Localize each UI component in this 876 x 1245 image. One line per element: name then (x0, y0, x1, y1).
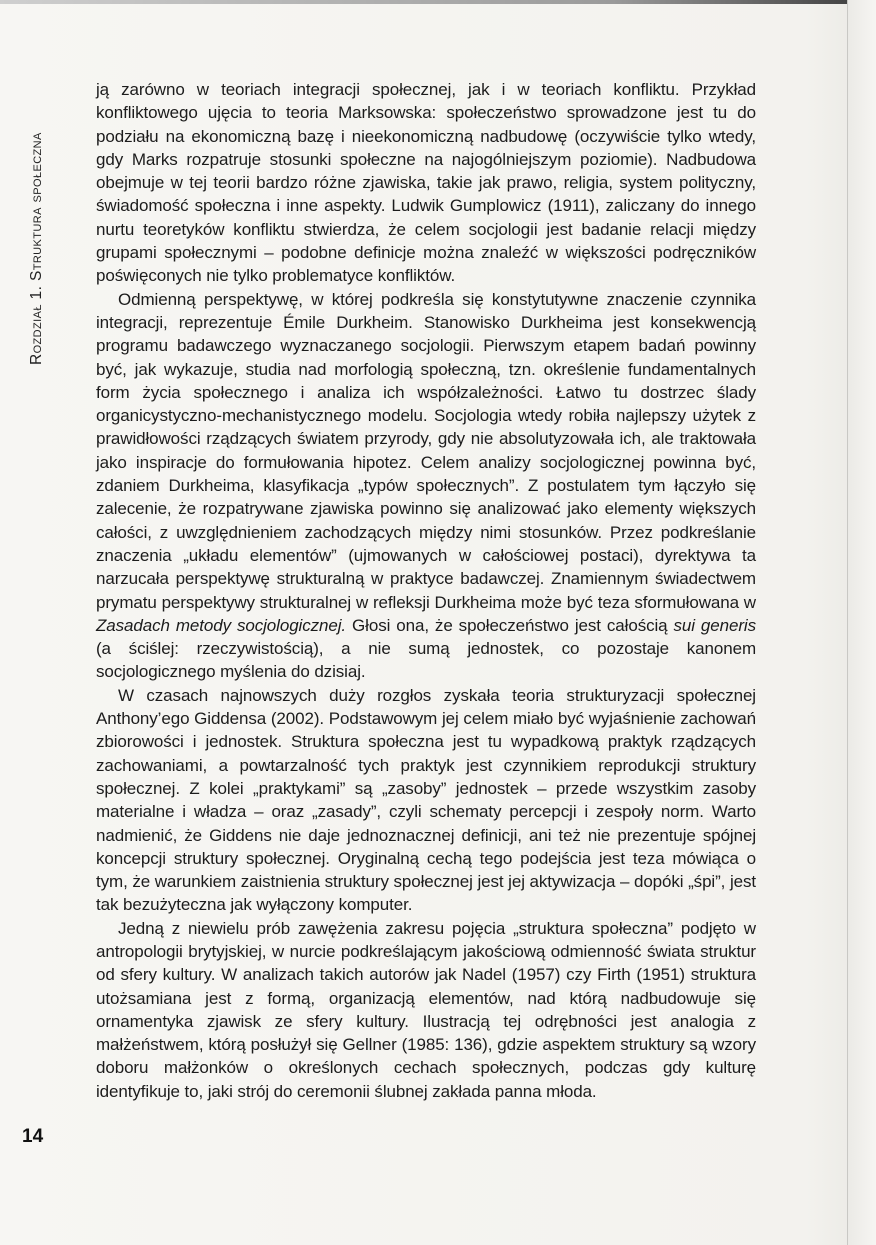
paragraph-text: W czasach najnowszych duży rozgłos zyskała teoria strukturyzacji społecznej Anthony’ego Giddensa (2002). Podstawowym jej celem miało być wyjaśnienie zachowań zbiorowości i jednostek. Struktura społeczna jest tu wypadkową praktyk rządzących zachowaniami, a powtarzalność tych praktyk jest czynnikiem reprodukcji struktury społecznej. Z kolei „praktykami” są „zasoby” jednostek – przede wszystkim zasoby materialne i władza – oraz „zasady”, czyli schematy percepcji i zespoły norm. Warto nadmienić, że Giddens nie daje jednoznacznej definicji, ani też nie prezentuje spójnej koncepcji struktury społecznej. Oryginalną cechą tego podejścia jest teza mówiąca o tym, że warunkiem zaistnienia struktury społecznej jest jej aktywizacja – dopóki „śpi”, jest tak bezużyteczna jak wyłączony komputer. (96, 685, 756, 915)
paragraph-text: Odmienną perspektywę, w której podkreśla się konstytutywne znaczenie czynnika integracji, reprezentuje Émile Durkheim. Stanowisko Durkheima jest konsekwencją programu badawczego wyznaczanego socjologii. Pierwszym etapem badań powinny być, jak wykazuje, studia nad morfologią społeczną, tzn. określenie fundamentalnych form życia społecznego i analiza ich współzależności. Łatwo tu dostrzec ślady organicystyczno-mechanistycznego modelu. Socjologia wtedy robiła najlepszy użytek z prawidłowości rządzących światem przyrody, gdy nie absolutyzowała ich, ale traktowała jako inspiracje do formułowania hipotez. Celem analizy socjologicznej powinna być, zdaniem Durkheima, klasyfikacja „typów społecznych”. Z postulatem tym łączyło się zalecenie, że rozpatrywane zjawiska powinno się analizować jako elementy większych całości, z uwzględnieniem zachodzących między nimi stosunków. Przez podkreślanie znaczenia „układu elementów” (ujmowanych w całościowej postaci), dyrektywa ta narzucała perspektywę strukturalną w praktyce badawczej. Znamiennym świadectwem prymatu perspektywy strukturalnej w refleksji Durkheima może być teza sformułowana w (96, 289, 756, 612)
italic-title-text: sui generis (673, 615, 756, 635)
body-text (96, 78, 756, 1103)
page-gutter (848, 0, 876, 1245)
paragraph-text: (a ściślej: rzeczywistością), a nie sumą jednostek, co pozostaje kanonem socjologicznego myślenia do dzisiaj. (96, 639, 756, 682)
italic-title-text: Zasadach metody socjologicznej. (96, 615, 347, 635)
paragraph (96, 917, 756, 1103)
paragraph (96, 288, 756, 684)
page-right-edge (847, 0, 848, 1245)
page-top-edge (0, 0, 876, 4)
paragraph-text: Jedną z niewielu prób zawężenia zakresu pojęcia „struktura społeczna” podjęto w antropologii brytyjskiej, w nurcie podkreślającym jakościową odmienność świata struktur od sfery kultury. W analizach takich autorów jak Nadel (1957) czy Firth (1951) struktura utożsamiana jest z formą, organizacją elementów, nad którą nadbudowuje się ornamentyka zjawisk ze sfery kultury. Ilustracją tej odrębności jest analogia z małżeństwem, którą posłużył się Gellner (1985: 136), gdzie aspektem struktury są wzory doboru małżonków o określonych cechach społecznych, podczas gdy kulturę identyfikuje to, jaki strój do ceremonii ślubnej zakłada panna młoda. (96, 918, 756, 1101)
page-number: 14 (22, 1126, 44, 1147)
paragraph-text: Głosi ona, że społeczeństwo jest całością (346, 615, 674, 635)
paragraph (96, 684, 756, 917)
running-head: Rozdział 1. Struktura społeczna (28, 132, 45, 365)
paragraph-text: ją zarówno w teoriach integracji społecznej, jak i w teoriach konfliktu. Przykład konfliktowego ujęcia to teoria Marksowska: społeczeństwo sprowadzone jest tu do podziału na ekonomiczną bazę i nieekonomiczną nadbudowę (oczywiście tylko wtedy, gdy Marks rozpatruje stosunki społeczne na najogólniejszym poziomie). Nadbudowa obejmuje w tej teorii bardzo różne zjawiska, takie jak prawo, religia, system polityczny, świadomość społeczna i inne aspekty. Ludwik Gumplowicz (1911), zaliczany do innego nurtu teoretyków konfliktu stwierdza, że celem socjologii jest badanie relacji między grupami społecznymi – podobne definicje można znaleźć w większości podręczników poświęconych nie tylko problematyce konfliktów. (96, 80, 756, 286)
paragraph (96, 78, 756, 288)
